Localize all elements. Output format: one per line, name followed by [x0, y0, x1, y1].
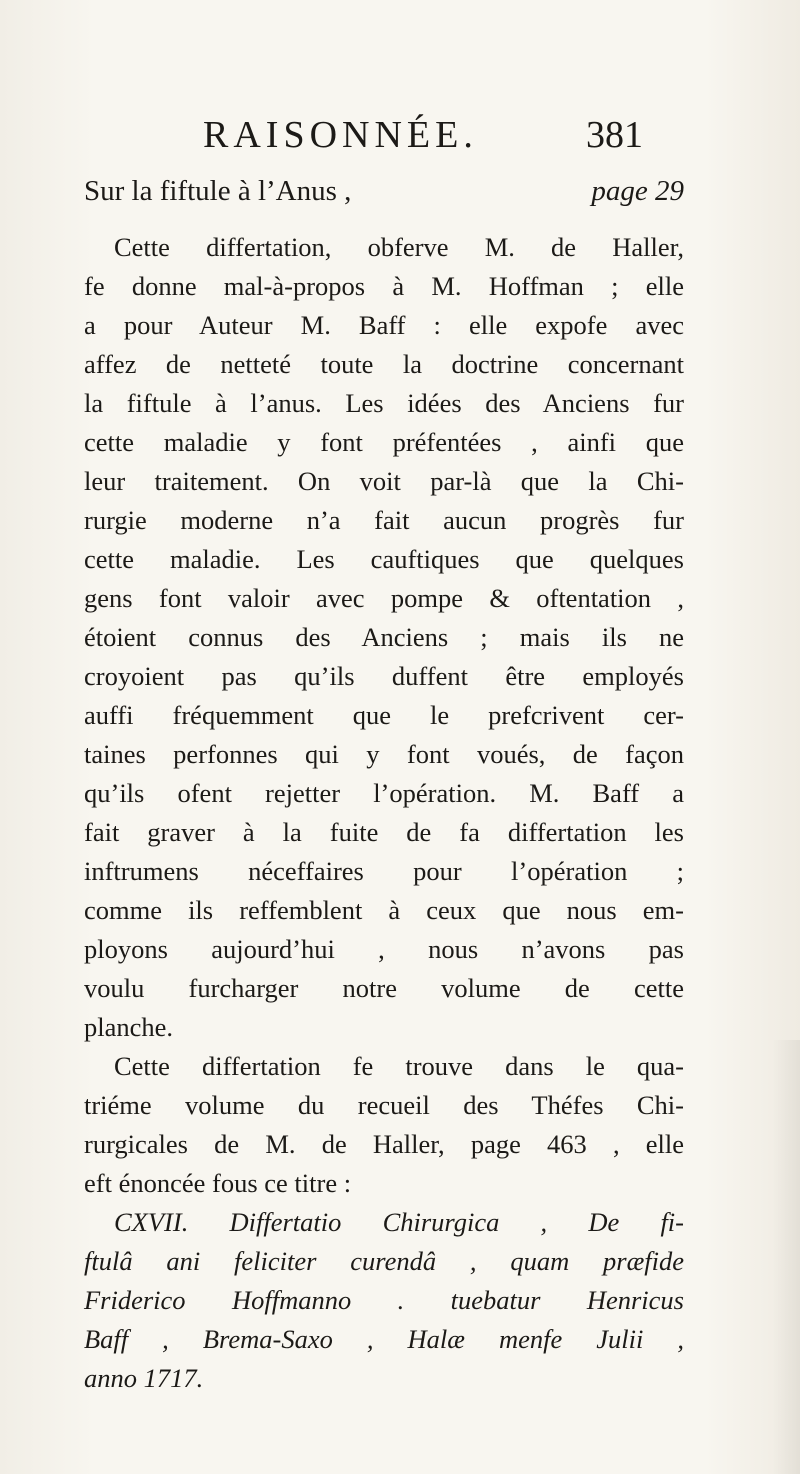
text-line: ployons aujourd’hui , nous n’avons pas — [84, 934, 684, 964]
text-line: gens font valoir avec pompe & oftentation , — [84, 583, 684, 613]
text-line: eft énoncée fous ce titre : — [84, 1168, 352, 1198]
text-line: Cette differtation fe trouve dans le qua- — [114, 1051, 684, 1081]
text-line: taines perfonnes qui y font voués, de façon — [84, 739, 684, 769]
text-line: auffi fréquemment que le prefcrivent cer- — [84, 700, 684, 730]
text-line: étoient connus des Anciens ; mais ils ne — [84, 622, 684, 652]
paragraph-2 — [84, 1047, 684, 1203]
text-line: croyoient pas qu’ils duffent être employés — [84, 661, 684, 691]
text-line: rurgie moderne n’a fait aucun progrès fur — [84, 505, 684, 535]
text-line: triéme volume du recueil des Théfes Chi- — [84, 1090, 684, 1120]
text-line: Baff , Brema-Saxo , Halæ menfe Julii , — [84, 1324, 684, 1354]
text-line: rurgicales de M. de Haller, page 463 , elle — [84, 1129, 684, 1159]
text-line: Cette differtation, obferve M. de Haller, — [114, 232, 684, 262]
text-line: anno 1717. — [84, 1363, 204, 1393]
body-text — [84, 228, 684, 1398]
paragraph-3-citation — [84, 1203, 684, 1398]
running-head: RAISONNÉE. — [203, 114, 478, 156]
text-line: leur traitement. On voit par-là que la Chi- — [84, 466, 684, 496]
section-heading — [84, 169, 684, 213]
text-line: affez de netteté toute la doctrine concernant — [84, 349, 684, 379]
text-line: ftulâ ani feliciter curendâ , quam præfide — [84, 1246, 684, 1276]
text-line: fe donne mal-à-propos à M. Hoffman ; elle — [84, 271, 684, 301]
text-line: Friderico Hoffmanno . tuebatur Henricus — [84, 1285, 684, 1315]
text-line: qu’ils ofent rejetter l’opération. M. Baff a — [84, 778, 684, 808]
text-line: CXVII. Differtatio Chirurgica , De fi- — [114, 1207, 684, 1237]
text-line: comme ils reffemblent à ceux que nous em- — [84, 895, 684, 925]
text-line: planche. — [84, 1012, 174, 1042]
section-page-reference: page 29 — [591, 175, 684, 207]
text-line: la fiftule à l’anus. Les idées des Anciens fur — [84, 388, 684, 418]
text-line: voulu furcharger notre volume de cette — [84, 973, 684, 1003]
section-title: Sur la fiftule à l’Anus , — [84, 175, 352, 207]
text-line: cette maladie. Les cauftiques que quelques — [84, 544, 684, 574]
paragraph-1 — [84, 228, 684, 1047]
text-line: a pour Auteur M. Baff : elle expofe avec — [84, 310, 684, 340]
page-edge-shadow — [772, 1040, 800, 1474]
text-line: inftrumens néceffaires pour l’opération ; — [84, 856, 684, 886]
text-line: cette maladie y font préfentées , ainfi que — [84, 427, 684, 457]
page-number: 381 — [586, 114, 643, 156]
text-line: fait graver à la fuite de fa differtation les — [84, 817, 684, 847]
page-header — [203, 112, 643, 158]
